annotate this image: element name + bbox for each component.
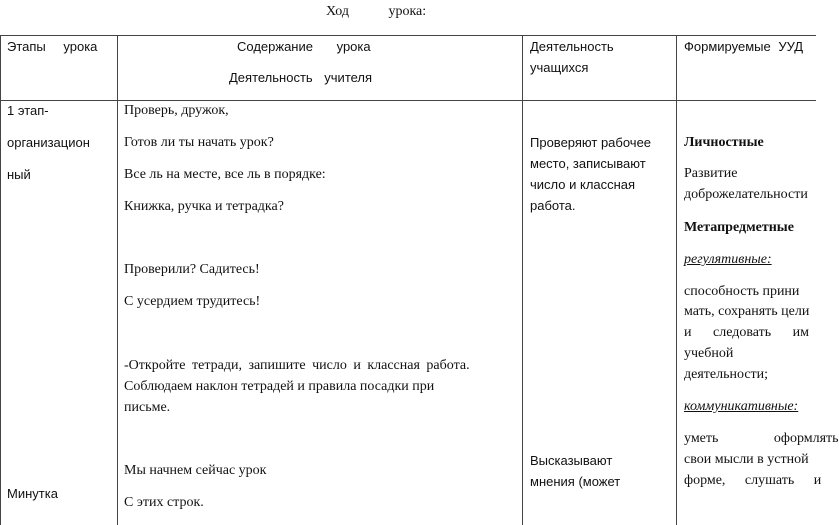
teacher-line: -Откройте тетради, запишите число и классная работа. — [124, 358, 470, 373]
teacher-line: Книжка, ручка и тетрадка? — [124, 199, 284, 214]
teacher-line: Проверили? Садитесь! — [124, 262, 260, 277]
col-border-3 — [522, 35, 523, 525]
header-content: Содержание урока — [237, 39, 371, 54]
header-students-line2: учащихся — [530, 60, 589, 75]
col-border-1 — [0, 35, 1, 525]
col-border-4 — [676, 35, 677, 525]
students-line: число и классная — [530, 177, 636, 192]
stage-line-1: 1 этап- — [7, 103, 49, 118]
uud-personal-line: Развитие — [684, 166, 738, 181]
teacher-line: Все ль на месте, все ль в порядке: — [124, 167, 326, 182]
uud-regulative-line: способность прини — [684, 284, 800, 299]
uud-personal-heading: Личностные — [684, 135, 764, 150]
table-top-border — [0, 35, 816, 36]
uud-regulative-line: и следовать им — [684, 325, 809, 340]
uud-regulative-heading: регулятивные: — [684, 252, 772, 267]
uud-communicative-line: уметь оформлять — [684, 431, 839, 446]
students-line: работа. — [530, 198, 576, 213]
teacher-line: С этих строк. — [124, 495, 204, 510]
teacher-line: С усердием трудитесь! — [124, 294, 261, 309]
header-bottom-border — [0, 100, 816, 101]
uud-personal-line: доброжелательности — [684, 187, 808, 202]
header-teacher-activity: Деятельность учителя — [229, 70, 373, 85]
uud-regulative-line: мать, сохранять цели — [684, 304, 810, 319]
students-line: Высказывают — [530, 453, 613, 468]
uud-communicative-line: форме, слушать и — [684, 473, 822, 488]
uud-regulative-line: деятельности; — [684, 367, 769, 382]
stage-line-3: ный — [7, 167, 31, 182]
students-line: место, записывают — [530, 156, 646, 171]
teacher-line: Мы начнем сейчас урок — [124, 463, 267, 478]
students-line: Проверяют рабочее — [530, 135, 652, 150]
uud-meta-heading: Метапредметные — [684, 220, 794, 235]
stage-minute: Минутка — [7, 486, 58, 501]
teacher-line: Проверь, дружок, — [124, 103, 229, 118]
lesson-title: Ход урока: — [326, 4, 427, 19]
uud-communicative-line: свои мысли в устной — [684, 452, 809, 467]
col-border-2 — [117, 35, 118, 525]
teacher-line: письме. — [124, 400, 171, 415]
header-stages: Этапы урока — [7, 39, 98, 54]
header-uud: Формируемые УУД — [684, 39, 804, 54]
uud-communicative-heading: коммуникативные: — [684, 399, 799, 414]
students-line: мнения (может — [530, 474, 621, 489]
uud-regulative-line: учебной — [684, 346, 734, 361]
teacher-line: Соблюдаем наклон тетрадей и правила посадки при — [124, 379, 435, 394]
teacher-line: Готов ли ты начать урок? — [124, 135, 274, 150]
stage-line-2: организацион — [7, 135, 90, 150]
header-students-line1: Деятельность — [530, 39, 614, 54]
